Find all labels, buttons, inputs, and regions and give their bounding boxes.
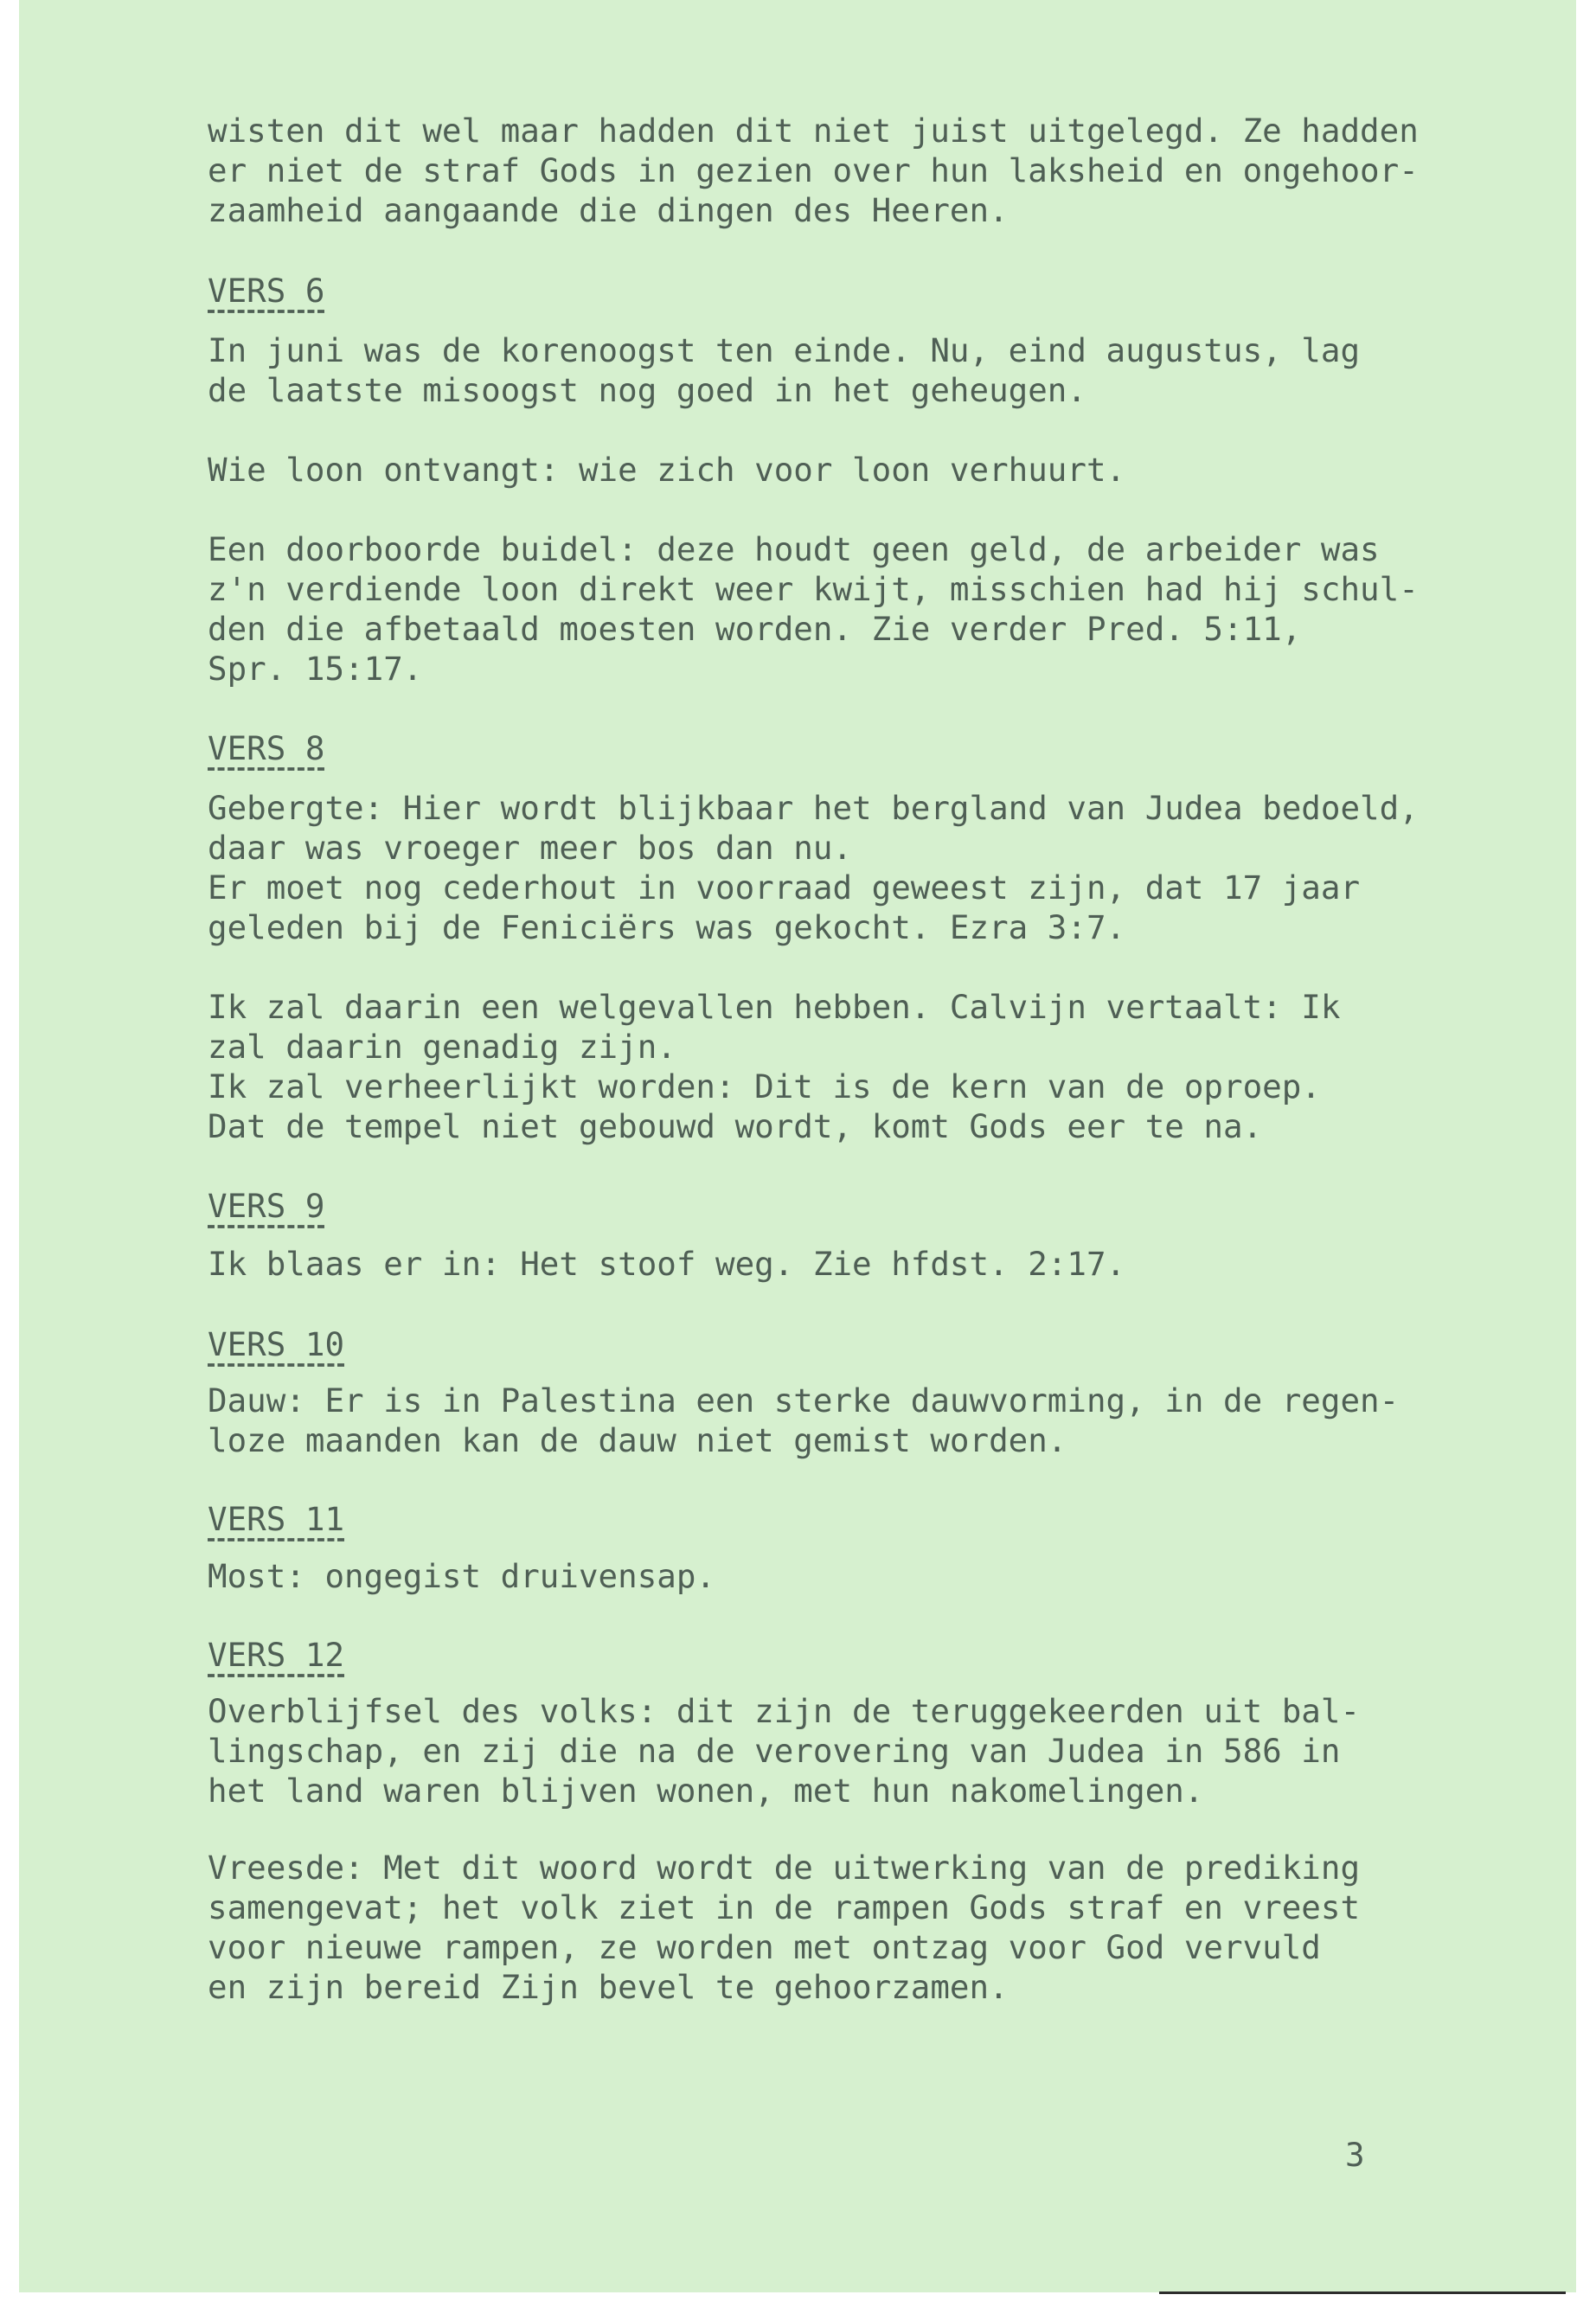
text-line: loze maanden kan de dauw niet gemist worden. <box>208 1421 1067 1459</box>
text-line: zal daarin genadig zijn. <box>208 1028 676 1066</box>
text-line: wisten dit wel maar hadden dit niet juist uitgelegd. Ze hadden <box>208 112 1419 150</box>
text-line: en zijn bereid Zijn bevel te gehoorzamen. <box>208 1968 1009 2006</box>
text-line: Er moet nog cederhout in voorraad geweest zijn, dat 17 jaar <box>208 868 1361 907</box>
page-number: 3 <box>1345 2136 1365 2174</box>
heading-vers-8: VERS 8 <box>208 729 325 767</box>
paragraph-korenoogst <box>208 330 1505 410</box>
text-line: Spr. 15:17. <box>208 650 423 688</box>
text-line: Vreesde: Met dit woord wordt de uitwerking van de prediking <box>208 1849 1361 1887</box>
heading-vers-10: VERS 10 <box>208 1325 345 1363</box>
text-line: samengevat; het volk ziet in de rampen Gods straf en vreest <box>208 1888 1361 1926</box>
paragraph-gebergte <box>208 788 1505 947</box>
text-line: Een doorboorde buidel: deze houdt geen geld, de arbeider was <box>208 530 1380 568</box>
text-line: Most: ongegist druivensap. <box>208 1557 715 1595</box>
text-line: lingschap, en zij die na de verovering van Judea in 586 in <box>208 1732 1341 1770</box>
text-line: Gebergte: Hier wordt blijkbaar het bergland van Judea bedoeld, <box>208 789 1419 827</box>
text-line: voor nieuwe rampen, ze worden met ontzag voor God vervuld <box>208 1928 1321 1966</box>
text-line: Overblijfsel des volks: dit zijn de teruggekeerden uit bal- <box>208 1692 1361 1730</box>
text-line: Dat de tempel niet gebouwd wordt, komt Gods eer te na. <box>208 1107 1263 1145</box>
heading-vers-6: VERS 6 <box>208 272 325 310</box>
text-line: Ik zal verheerlijkt worden: Dit is de kern van de oproep. <box>208 1067 1321 1106</box>
paragraph-blaas <box>208 1244 1505 1284</box>
text-line: het land waren blijven wonen, met hun nakomelingen. <box>208 1772 1204 1810</box>
text-line: daar was vroeger meer bos dan nu. <box>208 829 853 867</box>
paragraph-dauw <box>208 1381 1505 1460</box>
text-line: zaamheid aangaande die dingen des Heeren. <box>208 191 1009 229</box>
paragraph-buidel <box>208 529 1505 689</box>
text-line: Ik blaas er in: Het stoof weg. Zie hfdst. 2:17. <box>208 1245 1126 1283</box>
text-line: Dauw: Er is in Palestina een sterke dauwvorming, in de regen- <box>208 1381 1400 1420</box>
heading-vers-9: VERS 9 <box>208 1187 325 1225</box>
text-line: de laatste misoogst nog goed in het geheugen. <box>208 371 1086 409</box>
paragraph-vreesde <box>208 1848 1505 2007</box>
heading-vers-12: VERS 12 <box>208 1636 345 1674</box>
text-line: den die afbetaald moesten worden. Zie verder Pred. 5:11, <box>208 610 1302 648</box>
paragraph-overblijfsel <box>208 1691 1505 1811</box>
paragraph-welgevallen <box>208 987 1505 1146</box>
paragraph-most <box>208 1556 1505 1596</box>
text-line: Ik zal daarin een welgevallen hebben. Calvijn vertaalt: Ik <box>208 988 1341 1026</box>
text-line: geleden bij de Feniciërs was gekocht. Ezra 3:7. <box>208 908 1126 946</box>
heading-vers-11: VERS 11 <box>208 1500 345 1538</box>
paragraph-intro <box>208 111 1505 230</box>
paragraph-loon <box>208 450 1505 490</box>
text-line: er niet de straf Gods in gezien over hun laksheid en ongehoor- <box>208 151 1419 189</box>
text-line: Wie loon ontvangt: wie zich voor loon verhuurt. <box>208 451 1126 489</box>
text-line: z'n verdiende loon direkt weer kwijt, misschien had hij schul- <box>208 570 1419 608</box>
text-line: In juni was de korenoogst ten einde. Nu, eind augustus, lag <box>208 331 1361 369</box>
document-page <box>19 0 1576 2292</box>
bottom-edge-rule <box>1159 2291 1566 2294</box>
